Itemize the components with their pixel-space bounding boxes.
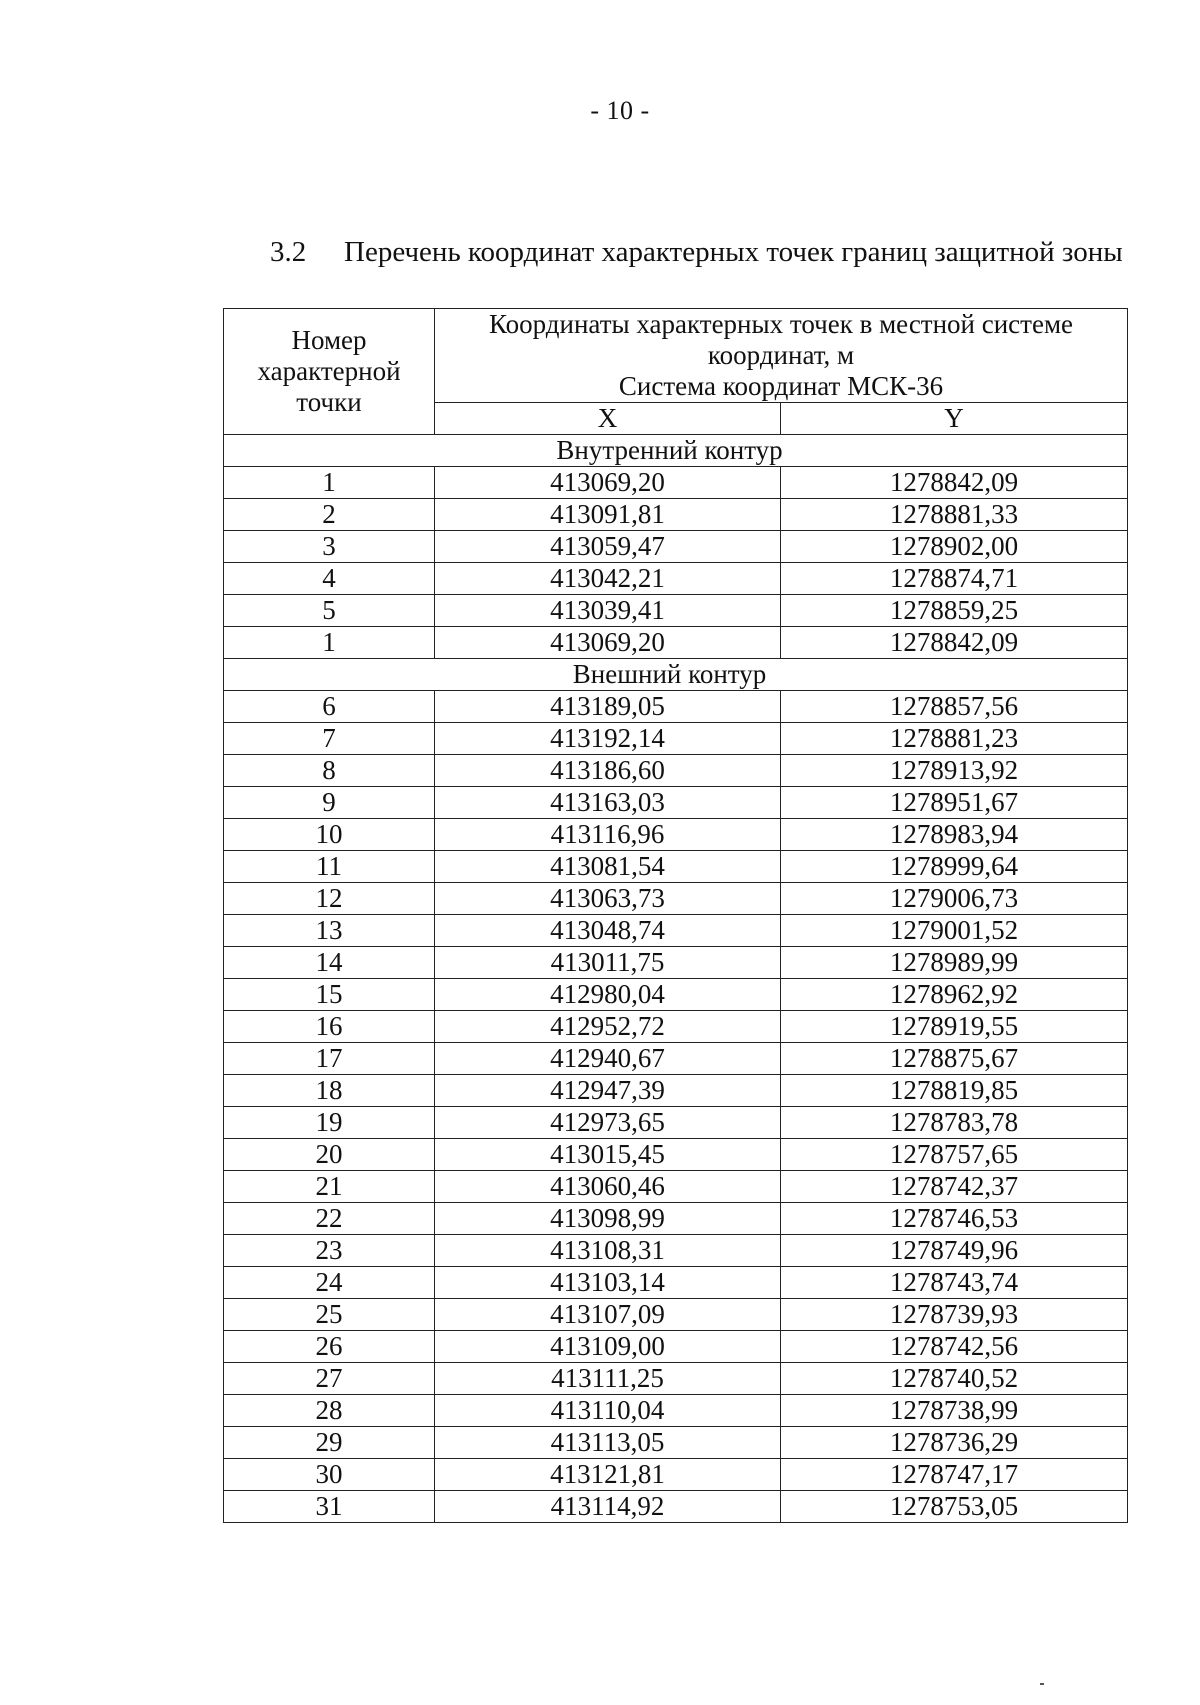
- cell-x: 413116,96: [435, 819, 781, 851]
- cell-point-number: 29: [224, 1427, 435, 1459]
- cell-point-number: 11: [224, 851, 435, 883]
- cell-y: 1278783,78: [781, 1107, 1128, 1139]
- cell-y: 1279006,73: [781, 883, 1128, 915]
- section-number: 3.2: [270, 236, 307, 268]
- cell-point-number: 14: [224, 947, 435, 979]
- cell-point-number: 19: [224, 1107, 435, 1139]
- cell-y: 1278819,85: [781, 1075, 1128, 1107]
- table-row: [224, 499, 1128, 531]
- cell-y: 1278747,17: [781, 1459, 1128, 1491]
- cell-y: 1278902,00: [781, 531, 1128, 563]
- cell-point-number: 13: [224, 915, 435, 947]
- cell-x: 413098,99: [435, 1203, 781, 1235]
- cell-x: 413103,14: [435, 1267, 781, 1299]
- cell-y: 1279001,52: [781, 915, 1128, 947]
- cell-point-number: 18: [224, 1075, 435, 1107]
- cell-y: 1278842,09: [781, 627, 1128, 659]
- table-row: [224, 1331, 1128, 1363]
- table-row: [224, 851, 1128, 883]
- cell-y: 1278881,23: [781, 723, 1128, 755]
- cell-point-number: 16: [224, 1011, 435, 1043]
- cell-point-number: 24: [224, 1267, 435, 1299]
- table-row: [224, 1043, 1128, 1075]
- cell-x: 413060,46: [435, 1171, 781, 1203]
- table-row: [224, 1203, 1128, 1235]
- cell-x: 412952,72: [435, 1011, 781, 1043]
- table-row: [224, 1459, 1128, 1491]
- cell-point-number: 6: [224, 691, 435, 723]
- cell-point-number: 1: [224, 627, 435, 659]
- table-row: [224, 915, 1128, 947]
- cell-x: 413163,03: [435, 787, 781, 819]
- cell-x: 413059,47: [435, 531, 781, 563]
- table-row: [224, 1075, 1128, 1107]
- section-title: Перечень координат характерных точек границ защитной зоны: [344, 236, 1123, 268]
- cell-point-number: 17: [224, 1043, 435, 1075]
- cell-point-number: 9: [224, 787, 435, 819]
- table-row: [224, 979, 1128, 1011]
- table-row: [224, 883, 1128, 915]
- cell-y: 1278736,29: [781, 1427, 1128, 1459]
- table-row: [224, 691, 1128, 723]
- cell-y: 1278757,65: [781, 1139, 1128, 1171]
- cell-x: 413069,20: [435, 627, 781, 659]
- cell-x: 413091,81: [435, 499, 781, 531]
- cell-y: 1278749,96: [781, 1235, 1128, 1267]
- table-row: [224, 595, 1128, 627]
- cell-y: 1278738,99: [781, 1395, 1128, 1427]
- table-row: [224, 1107, 1128, 1139]
- cell-point-number: 15: [224, 979, 435, 1011]
- cell-y: 1278842,09: [781, 467, 1128, 499]
- cell-y: 1278881,33: [781, 499, 1128, 531]
- section-row: [224, 435, 1128, 467]
- cell-y: 1278962,92: [781, 979, 1128, 1011]
- cell-x: 413121,81: [435, 1459, 781, 1491]
- header-point-number: Номер характерной точки: [224, 309, 435, 435]
- cell-point-number: 7: [224, 723, 435, 755]
- table-row: [224, 1235, 1128, 1267]
- cell-y: 1278999,64: [781, 851, 1128, 883]
- section-heading: [270, 236, 1123, 269]
- table-row: [224, 755, 1128, 787]
- header-x: X: [435, 403, 781, 435]
- cell-x: 412980,04: [435, 979, 781, 1011]
- cell-point-number: 22: [224, 1203, 435, 1235]
- table-body: [224, 435, 1128, 1523]
- cell-point-number: 2: [224, 499, 435, 531]
- cell-x: 413113,05: [435, 1427, 781, 1459]
- cell-x: 413110,04: [435, 1395, 781, 1427]
- cell-y: 1278742,56: [781, 1331, 1128, 1363]
- cell-x: 412973,65: [435, 1107, 781, 1139]
- table-row: [224, 563, 1128, 595]
- cell-x: 412947,39: [435, 1075, 781, 1107]
- table-row: [224, 947, 1128, 979]
- table-row: [224, 1299, 1128, 1331]
- table-row: [224, 787, 1128, 819]
- table-row: [224, 1171, 1128, 1203]
- cell-x: 413039,41: [435, 595, 781, 627]
- cell-x: 413063,73: [435, 883, 781, 915]
- cell-y: 1278739,93: [781, 1299, 1128, 1331]
- table-row: [224, 531, 1128, 563]
- cell-x: 413069,20: [435, 467, 781, 499]
- cell-point-number: 31: [224, 1491, 435, 1523]
- cell-x: 412940,67: [435, 1043, 781, 1075]
- cell-y: 1278989,99: [781, 947, 1128, 979]
- cell-y: 1278859,25: [781, 595, 1128, 627]
- cell-y: 1278753,05: [781, 1491, 1128, 1523]
- cell-x: 413011,75: [435, 947, 781, 979]
- cell-y: 1278874,71: [781, 563, 1128, 595]
- section-title-cell: Внутренний контур: [224, 435, 1128, 467]
- cell-y: 1278743,74: [781, 1267, 1128, 1299]
- cell-y: 1278857,56: [781, 691, 1128, 723]
- table-row: [224, 1395, 1128, 1427]
- cell-point-number: 30: [224, 1459, 435, 1491]
- cell-point-number: 25: [224, 1299, 435, 1331]
- cell-point-number: 5: [224, 595, 435, 627]
- page-number: - 10 -: [590, 96, 650, 125]
- cell-x: 413048,74: [435, 915, 781, 947]
- table-row: [224, 1427, 1128, 1459]
- coordinates-table: [223, 308, 1128, 1523]
- cell-y: 1278913,92: [781, 755, 1128, 787]
- cell-x: 413189,05: [435, 691, 781, 723]
- cell-point-number: 1: [224, 467, 435, 499]
- cell-x: 413111,25: [435, 1363, 781, 1395]
- table-row: [224, 1267, 1128, 1299]
- cell-point-number: 27: [224, 1363, 435, 1395]
- cell-point-number: 3: [224, 531, 435, 563]
- header-coordinates: Координаты характерных точек в местной системе координат, м Система координат МСК-36: [435, 309, 1128, 403]
- scan-speck: [1040, 1683, 1044, 1685]
- cell-x: 413108,31: [435, 1235, 781, 1267]
- cell-point-number: 8: [224, 755, 435, 787]
- cell-point-number: 26: [224, 1331, 435, 1363]
- table-row: [224, 467, 1128, 499]
- table-row: [224, 1139, 1128, 1171]
- cell-x: 413192,14: [435, 723, 781, 755]
- cell-point-number: 12: [224, 883, 435, 915]
- cell-point-number: 21: [224, 1171, 435, 1203]
- cell-x: 413042,21: [435, 563, 781, 595]
- cell-point-number: 23: [224, 1235, 435, 1267]
- header-y: Y: [781, 403, 1128, 435]
- cell-y: 1278875,67: [781, 1043, 1128, 1075]
- cell-x: 413015,45: [435, 1139, 781, 1171]
- cell-x: 413114,92: [435, 1491, 781, 1523]
- cell-x: 413109,00: [435, 1331, 781, 1363]
- cell-x: 413107,09: [435, 1299, 781, 1331]
- cell-y: 1278740,52: [781, 1363, 1128, 1395]
- cell-y: 1278951,67: [781, 787, 1128, 819]
- section-title-cell: Внешний контур: [224, 659, 1128, 691]
- cell-y: 1278746,53: [781, 1203, 1128, 1235]
- cell-x: 413186,60: [435, 755, 781, 787]
- cell-point-number: 20: [224, 1139, 435, 1171]
- table-row: [224, 723, 1128, 755]
- cell-y: 1278983,94: [781, 819, 1128, 851]
- cell-y: 1278742,37: [781, 1171, 1128, 1203]
- table-row: [224, 1011, 1128, 1043]
- table-row: [224, 1491, 1128, 1523]
- table-row: [224, 819, 1128, 851]
- cell-point-number: 4: [224, 563, 435, 595]
- cell-point-number: 28: [224, 1395, 435, 1427]
- table-row: [224, 627, 1128, 659]
- table-row: [224, 1363, 1128, 1395]
- cell-x: 413081,54: [435, 851, 781, 883]
- cell-y: 1278919,55: [781, 1011, 1128, 1043]
- cell-point-number: 10: [224, 819, 435, 851]
- section-row: [224, 659, 1128, 691]
